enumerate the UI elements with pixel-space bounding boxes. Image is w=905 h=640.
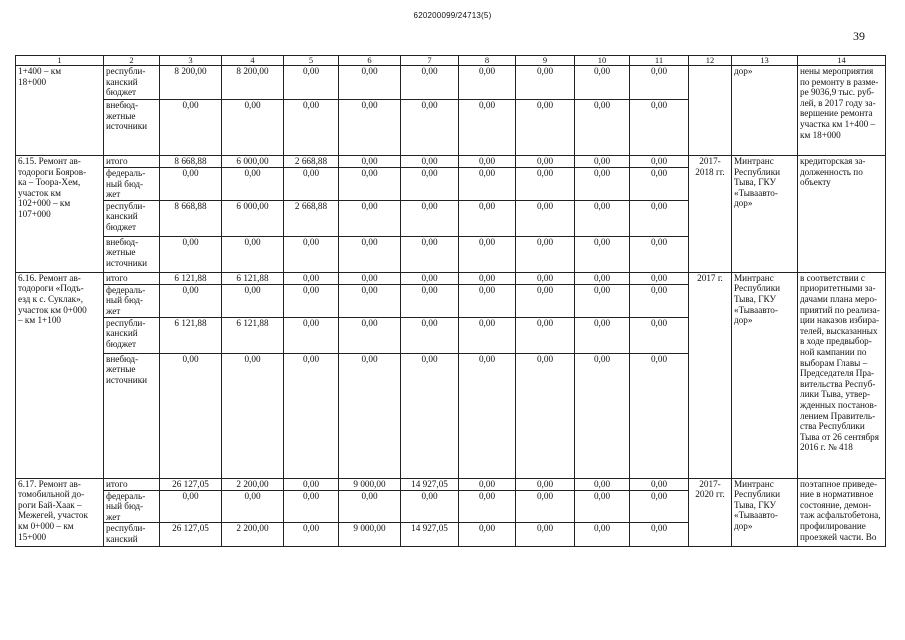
amount-cell: 0,00	[630, 156, 689, 168]
amount-cell: 2 668,88	[284, 200, 339, 236]
funding-source-cell	[104, 66, 160, 100]
amount-cell: 0,00	[516, 272, 575, 284]
text-line: ный бюд-	[106, 501, 144, 512]
table-row	[16, 156, 886, 168]
funding-source-cell	[104, 478, 160, 490]
text-line: жденных постанов-	[800, 399, 877, 410]
amount-cell: 0,00	[284, 353, 339, 478]
text-line: роги Бай-Хаак –	[18, 499, 82, 510]
text-line: бюджет	[106, 338, 137, 349]
text-line: – км 1+100	[18, 315, 62, 326]
amount-cell: 0,00	[459, 317, 516, 353]
amount-cell: 0,00	[630, 200, 689, 236]
amount-cell: 0,00	[459, 353, 516, 478]
column-number: 14	[798, 56, 886, 66]
text-line: 2017-	[699, 156, 721, 166]
text-line: федераль-	[106, 168, 146, 178]
text-line: по ремонту в разме-	[800, 76, 879, 87]
text-line: 6.16. Ремонт ав-	[18, 272, 81, 283]
text-line: участок км 0+000	[18, 304, 87, 315]
result-note-cell	[798, 66, 886, 156]
text-line: долженность по	[800, 166, 863, 177]
text-line: «Тываавто-	[734, 510, 778, 521]
text-line: 2017 г.	[697, 272, 723, 283]
text-line: в ходе предвыбор-	[800, 336, 872, 347]
page-number: 39	[853, 29, 865, 43]
amount-cell: 0,00	[516, 317, 575, 353]
amount-cell: 0,00	[160, 168, 222, 201]
amount-cell: 0,00	[401, 100, 459, 156]
amount-cell: 0,00	[575, 284, 630, 317]
amount-cell: 0,00	[575, 156, 630, 168]
amount-cell: 0,00	[630, 272, 689, 284]
amount-cell: 0,00	[401, 317, 459, 353]
amount-cell: 0,00	[160, 284, 222, 317]
amount-cell: 0,00	[160, 353, 222, 478]
text-line: вершение ремонта	[800, 108, 873, 119]
amount-cell: 0,00	[284, 284, 339, 317]
text-line: Тыва, ГКУ	[734, 499, 776, 510]
column-number: 10	[575, 56, 630, 66]
text-line: бюджет	[106, 221, 137, 232]
amount-cell: 0,00	[575, 353, 630, 478]
text-line: жет	[106, 511, 121, 522]
amount-cell: 0,00	[516, 478, 575, 490]
amount-cell: 0,00	[160, 490, 222, 523]
text-line: кредиторская за-	[800, 156, 866, 166]
amount-cell: 6 121,88	[160, 317, 222, 353]
amount-cell: 0,00	[284, 478, 339, 490]
amount-cell: 0,00	[459, 284, 516, 317]
column-number: 1	[16, 56, 104, 66]
amount-cell: 0,00	[575, 200, 630, 236]
funding-source-cell	[104, 156, 160, 168]
text-line: канский	[106, 76, 138, 87]
text-line: жетные	[106, 247, 136, 258]
text-line: Тыва от 26 сентября	[800, 431, 879, 442]
text-line: 2020 гг.	[695, 489, 725, 500]
text-line: 6.15. Ремонт ав-	[18, 156, 81, 166]
table-row	[16, 66, 886, 100]
amount-cell: 8 668,88	[160, 200, 222, 236]
text-line: дор»	[734, 198, 753, 209]
amount-cell: 2 200,00	[222, 523, 284, 547]
text-line: 2018 гг.	[695, 166, 725, 177]
amount-cell: 0,00	[459, 66, 516, 100]
amount-cell: 0,00	[630, 490, 689, 523]
amount-cell: 0,00	[575, 478, 630, 490]
text-line: 6.17. Ремонт ав-	[18, 478, 81, 489]
amount-cell: 0,00	[516, 168, 575, 201]
amount-cell: 0,00	[575, 317, 630, 353]
measure-title-cell	[16, 66, 104, 156]
amount-cell: 0,00	[401, 353, 459, 478]
funding-source-cell	[104, 353, 160, 478]
amount-cell: 0,00	[339, 168, 401, 201]
text-line: ный бюд-	[106, 295, 144, 306]
text-line: 107+000	[18, 208, 51, 219]
text-line: «Тываавто-	[734, 187, 778, 198]
amount-cell: 0,00	[284, 523, 339, 547]
period-cell	[689, 272, 732, 478]
amount-cell: 0,00	[339, 284, 401, 317]
executor-cell	[732, 66, 798, 156]
measure-title-cell	[16, 156, 104, 273]
amount-cell: 0,00	[516, 353, 575, 478]
amount-cell: 0,00	[160, 100, 222, 156]
amount-cell: 0,00	[630, 284, 689, 317]
amount-cell: 0,00	[575, 168, 630, 201]
result-note-cell	[798, 156, 886, 273]
text-line: источники	[106, 374, 148, 385]
funding-source-cell	[104, 168, 160, 201]
funding-source-cell	[104, 100, 160, 156]
amount-cell: 0,00	[459, 200, 516, 236]
program-table	[15, 55, 886, 547]
text-line: Межегей, участок	[18, 510, 88, 521]
column-number-row	[16, 56, 886, 66]
amount-cell: 6 000,00	[222, 156, 284, 168]
executor-cell	[732, 272, 798, 478]
text-line: жетные	[106, 364, 136, 375]
amount-cell: 0,00	[630, 523, 689, 547]
amount-cell: 0,00	[284, 66, 339, 100]
text-line: лением Правитель-	[800, 410, 876, 421]
text-line: дачами плана меро-	[800, 293, 878, 304]
text-line: лей, в 2017 году за-	[800, 97, 876, 108]
amount-cell: 0,00	[339, 490, 401, 523]
amount-cell: 0,00	[459, 272, 516, 284]
text-line: Минтранс	[734, 156, 774, 166]
text-line: Минтранс	[734, 272, 774, 283]
executor-cell	[732, 156, 798, 273]
text-line: внебюд-	[106, 353, 139, 364]
document-id: 620200099/24713(5)	[413, 11, 492, 20]
text-line: итого	[106, 272, 128, 283]
column-number: 12	[689, 56, 732, 66]
text-line: Председателя Пра-	[800, 368, 875, 379]
text-line: Минтранс	[734, 478, 774, 489]
amount-cell: 0,00	[222, 100, 284, 156]
amount-cell: 0,00	[459, 100, 516, 156]
amount-cell: 0,00	[630, 478, 689, 490]
amount-cell: 0,00	[339, 200, 401, 236]
text-line: в соответствии с	[800, 272, 865, 283]
text-line: ный бюд-	[106, 178, 144, 189]
column-number: 13	[732, 56, 798, 66]
text-line: км 0+000 – км	[18, 520, 74, 531]
amount-cell: 0,00	[222, 168, 284, 201]
text-line: объекту	[800, 177, 831, 188]
amount-cell: 6 121,88	[160, 272, 222, 284]
text-line: дор»	[734, 520, 753, 531]
amount-cell: 0,00	[222, 284, 284, 317]
amount-cell: 2 668,88	[284, 156, 339, 168]
text-line: 2016 г. № 418	[800, 442, 853, 453]
text-line: нены мероприятия	[800, 66, 874, 76]
text-line: приоритетными за-	[800, 283, 876, 294]
amount-cell: 0,00	[284, 168, 339, 201]
table-body	[16, 56, 886, 547]
text-line: жетные	[106, 110, 136, 121]
result-note-cell	[798, 478, 886, 547]
text-line: лики Тыва, утвер-	[800, 389, 871, 400]
column-number: 3	[160, 56, 222, 66]
amount-cell: 14 927,05	[401, 523, 459, 547]
amount-cell: 0,00	[284, 236, 339, 272]
text-line: республи-	[106, 200, 146, 211]
amount-cell: 0,00	[459, 523, 516, 547]
amount-cell: 0,00	[284, 317, 339, 353]
amount-cell: 0,00	[401, 490, 459, 523]
amount-cell: 0,00	[339, 317, 401, 353]
amount-cell: 0,00	[222, 490, 284, 523]
amount-cell: 0,00	[516, 236, 575, 272]
amount-cell: 8 200,00	[222, 66, 284, 100]
text-line: участок км	[18, 187, 61, 198]
amount-cell: 0,00	[401, 168, 459, 201]
text-line: источники	[106, 121, 148, 132]
text-line: внебюд-	[106, 100, 139, 110]
text-line: итого	[106, 478, 128, 489]
measure-title-cell	[16, 272, 104, 478]
amount-cell: 9 000,00	[339, 523, 401, 547]
text-line: выборам Главы –	[800, 357, 868, 368]
period-cell	[689, 478, 732, 547]
table-row	[16, 478, 886, 490]
amount-cell: 0,00	[339, 236, 401, 272]
amount-cell: 0,00	[516, 156, 575, 168]
amount-cell: 0,00	[401, 66, 459, 100]
column-number: 7	[401, 56, 459, 66]
amount-cell: 0,00	[575, 100, 630, 156]
text-line: томобильной до-	[18, 489, 85, 500]
amount-cell: 0,00	[284, 100, 339, 156]
text-line: жет	[106, 305, 121, 316]
funding-source-cell	[104, 317, 160, 353]
amount-cell: 0,00	[284, 490, 339, 523]
text-line: поэтапное приведе-	[800, 478, 878, 489]
amount-cell: 0,00	[284, 272, 339, 284]
text-line: участка км 1+400 –	[800, 118, 876, 129]
text-line: проезжей части. Во	[800, 531, 877, 542]
column-number: 9	[516, 56, 575, 66]
text-line: км 18+000	[800, 129, 841, 140]
text-line: ции наказов избира-	[800, 315, 880, 326]
text-line: Республики	[734, 166, 781, 177]
amount-cell: 0,00	[575, 523, 630, 547]
amount-cell: 0,00	[459, 478, 516, 490]
amount-cell: 0,00	[401, 156, 459, 168]
text-line: канский	[106, 211, 138, 222]
amount-cell: 0,00	[516, 284, 575, 317]
text-line: ства Республики	[800, 421, 865, 432]
funding-source-cell	[104, 272, 160, 284]
text-line: республи-	[106, 523, 146, 534]
amount-cell: 0,00	[339, 100, 401, 156]
amount-cell: 0,00	[575, 490, 630, 523]
period-cell	[689, 156, 732, 273]
text-line: дор»	[734, 315, 753, 326]
amount-cell: 0,00	[459, 168, 516, 201]
amount-cell: 0,00	[339, 353, 401, 478]
funding-source-cell	[104, 523, 160, 547]
text-line: 102+000 – км	[18, 198, 71, 209]
text-line: 2017-	[699, 478, 721, 489]
amount-cell: 0,00	[630, 317, 689, 353]
text-line: канский	[106, 533, 138, 544]
amount-cell: 0,00	[339, 66, 401, 100]
amount-cell: 0,00	[575, 272, 630, 284]
funding-source-cell	[104, 200, 160, 236]
amount-cell: 0,00	[630, 66, 689, 100]
amount-cell: 0,00	[339, 272, 401, 284]
text-line: итого	[106, 156, 128, 166]
period-cell	[689, 66, 732, 156]
text-line: канский	[106, 328, 138, 339]
text-line: ной кампании по	[800, 346, 867, 357]
text-line: федераль-	[106, 490, 146, 501]
amount-cell: 0,00	[630, 236, 689, 272]
amount-cell: 26 127,05	[160, 478, 222, 490]
text-line: Тыва, ГКУ	[734, 177, 776, 188]
text-line: «Тываавто-	[734, 304, 778, 315]
funding-source-cell	[104, 490, 160, 523]
text-line: республи-	[106, 66, 146, 76]
amount-cell: 0,00	[401, 284, 459, 317]
text-line: состояние, демон-	[800, 499, 872, 510]
amount-cell: 0,00	[516, 100, 575, 156]
amount-cell: 8 668,88	[160, 156, 222, 168]
amount-cell: 0,00	[160, 236, 222, 272]
amount-cell: 0,00	[575, 236, 630, 272]
amount-cell: 0,00	[516, 66, 575, 100]
text-line: профилирование	[800, 520, 866, 531]
text-line: вительства Респуб-	[800, 378, 876, 389]
amount-cell: 9 000,00	[339, 478, 401, 490]
result-note-cell	[798, 272, 886, 478]
amount-cell: 0,00	[516, 490, 575, 523]
amount-cell: 14 927,05	[401, 478, 459, 490]
amount-cell: 0,00	[401, 236, 459, 272]
amount-cell: 0,00	[575, 66, 630, 100]
amount-cell: 0,00	[222, 236, 284, 272]
column-number: 4	[222, 56, 284, 66]
text-line: Тыва, ГКУ	[734, 293, 776, 304]
text-line: 1+400 – км	[18, 66, 62, 76]
amount-cell: 0,00	[401, 200, 459, 236]
amount-cell: 26 127,05	[160, 523, 222, 547]
text-line: езд к с. Суклак»,	[18, 293, 84, 304]
funding-source-cell	[104, 236, 160, 272]
amount-cell: 0,00	[630, 168, 689, 201]
measure-title-cell	[16, 478, 104, 547]
amount-cell: 0,00	[516, 523, 575, 547]
amount-cell: 0,00	[630, 353, 689, 478]
text-line: 15+000	[18, 531, 47, 542]
amount-cell: 2 200,00	[222, 478, 284, 490]
column-number: 8	[459, 56, 516, 66]
text-line: 18+000	[18, 76, 47, 87]
text-line: источники	[106, 257, 148, 268]
amount-cell: 8 200,00	[160, 66, 222, 100]
text-line: Республики	[734, 489, 781, 500]
text-line: тодороги «Подъ-	[18, 283, 84, 294]
text-line: республи-	[106, 317, 146, 328]
text-line: Республики	[734, 283, 781, 294]
text-line: дор»	[734, 66, 753, 76]
amount-cell: 0,00	[459, 490, 516, 523]
column-number: 6	[339, 56, 401, 66]
text-line: приятий по реализа-	[800, 304, 880, 315]
amount-cell: 0,00	[401, 272, 459, 284]
text-line: бюджет	[106, 87, 137, 98]
amount-cell: 6 121,88	[222, 317, 284, 353]
text-line: тодороги Бояров-	[18, 166, 87, 177]
amount-cell: 0,00	[459, 236, 516, 272]
column-number: 2	[104, 56, 160, 66]
text-line: ка – Тоора-Хем,	[18, 177, 81, 188]
amount-cell: 6 121,88	[222, 272, 284, 284]
amount-cell: 0,00	[339, 156, 401, 168]
text-line: ние в нормативное	[800, 489, 874, 500]
text-line: ре 9036,9 тыс. руб-	[800, 87, 875, 98]
amount-cell: 0,00	[459, 156, 516, 168]
text-line: жет	[106, 189, 121, 200]
amount-cell: 6 000,00	[222, 200, 284, 236]
table-row	[16, 272, 886, 284]
executor-cell	[732, 478, 798, 547]
column-number: 5	[284, 56, 339, 66]
text-line: федераль-	[106, 284, 146, 295]
text-line: телей, высказанных	[800, 325, 878, 336]
column-number: 11	[630, 56, 689, 66]
text-line: внебюд-	[106, 236, 139, 247]
amount-cell: 0,00	[630, 100, 689, 156]
amount-cell: 0,00	[516, 200, 575, 236]
text-line: таж асфальтобетона,	[800, 510, 881, 521]
funding-source-cell	[104, 284, 160, 317]
amount-cell: 0,00	[222, 353, 284, 478]
